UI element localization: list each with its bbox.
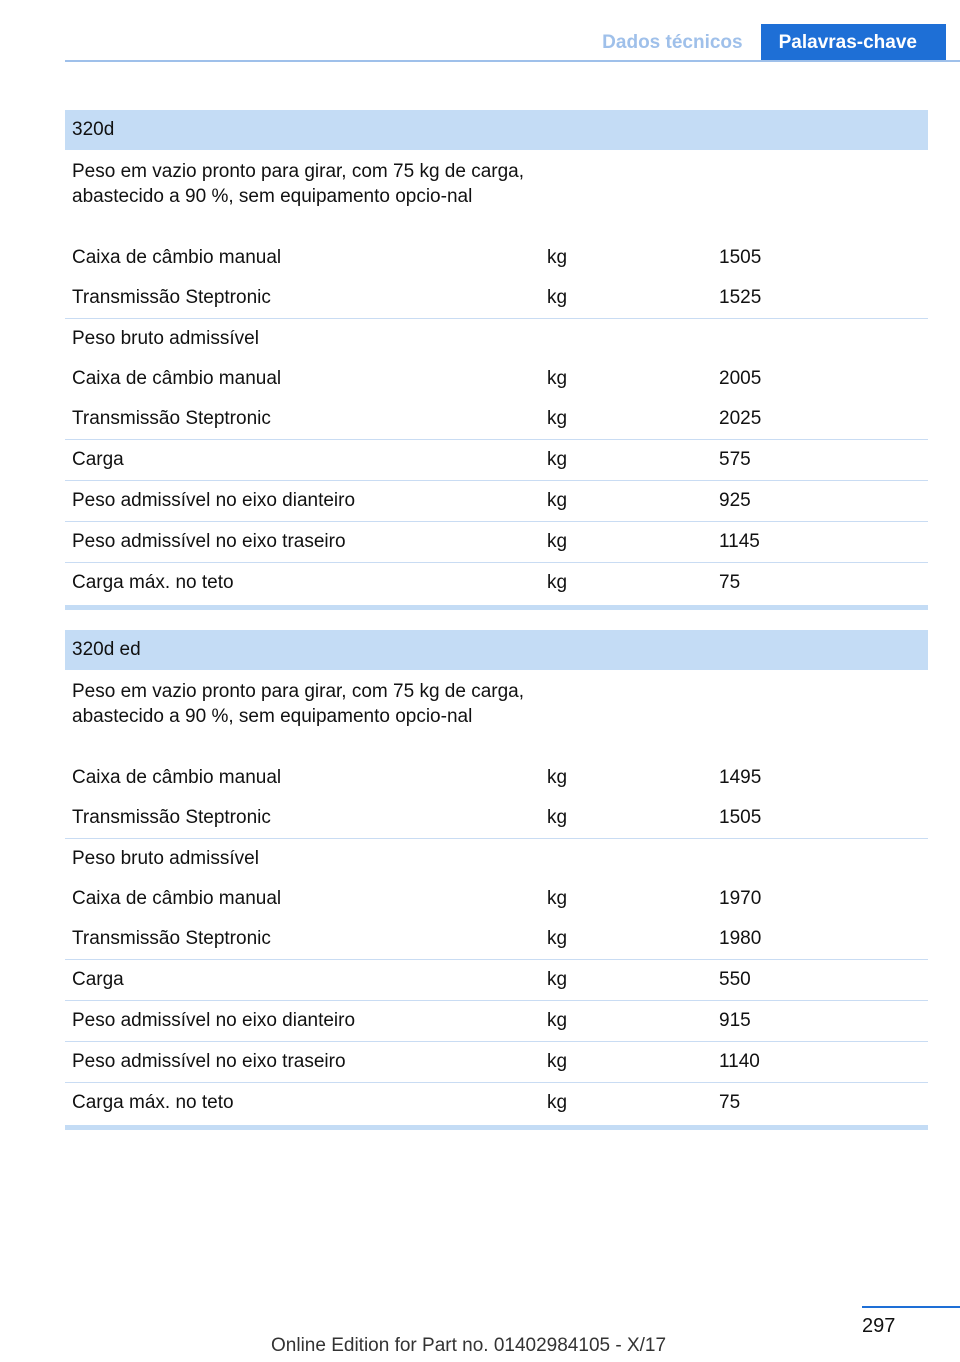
row-value: 1140 — [719, 1051, 760, 1072]
row-unit: kg — [547, 1010, 568, 1031]
row-label: Carga — [72, 449, 124, 470]
row-unit: kg — [547, 531, 568, 552]
row-value: 1145 — [719, 531, 760, 552]
row-label: Caixa de câmbio manual — [72, 767, 282, 788]
table-row — [65, 399, 928, 439]
row-value: 1505 — [719, 247, 762, 268]
row-label: Peso em vazio pronto para girar, com 75 kg de carga, abastecido a 90 %, sem equipamento opcio-nal — [72, 161, 525, 207]
table-row — [65, 278, 928, 318]
row-label: Caixa de câmbio manual — [72, 888, 282, 909]
row-value: 2025 — [719, 408, 762, 429]
row-value: 1970 — [719, 888, 762, 909]
row-unit: kg — [547, 247, 568, 268]
row-unit: kg — [547, 287, 568, 308]
row-label: Transmissão Steptronic — [72, 928, 271, 949]
table-row — [65, 1041, 928, 1082]
table-row — [65, 521, 928, 562]
row-label: Peso admissível no eixo traseiro — [72, 1051, 346, 1072]
table-row-intro — [65, 670, 928, 758]
row-value: 575 — [719, 449, 751, 470]
row-label: Transmissão Steptronic — [72, 287, 271, 308]
table-row — [65, 562, 928, 603]
table-end-rule — [65, 1125, 928, 1130]
row-label: Carga — [72, 969, 124, 990]
footer-divider — [862, 1306, 960, 1308]
table-row — [65, 238, 928, 278]
row-label: Peso bruto admissível — [72, 328, 259, 349]
header-divider — [65, 60, 960, 62]
row-value: 75 — [719, 1092, 741, 1113]
row-label: Carga máx. no teto — [72, 1092, 234, 1113]
table-row — [65, 879, 928, 919]
row-value: 1505 — [719, 807, 762, 828]
row-label: Carga máx. no teto — [72, 572, 234, 593]
table-row — [65, 318, 928, 359]
table-row-intro — [65, 150, 928, 238]
row-label: Transmissão Steptronic — [72, 408, 271, 429]
row-value: 1525 — [719, 287, 762, 308]
row-value: 2005 — [719, 368, 762, 389]
table-row — [65, 838, 928, 879]
row-unit: kg — [547, 490, 568, 511]
row-value: 1495 — [719, 767, 762, 788]
row-label: Peso admissível no eixo traseiro — [72, 531, 346, 552]
table-end-rule — [65, 605, 928, 610]
row-label: Caixa de câmbio manual — [72, 368, 282, 389]
row-unit: kg — [547, 368, 568, 389]
table-row — [65, 758, 928, 798]
row-value: 550 — [719, 969, 751, 990]
row-unit: kg — [547, 928, 568, 949]
row-unit: kg — [547, 1051, 568, 1072]
row-label: Caixa de câmbio manual — [72, 247, 282, 268]
row-label: Peso admissível no eixo dianteiro — [72, 490, 356, 511]
row-unit: kg — [547, 767, 568, 788]
row-unit: kg — [547, 1092, 568, 1113]
table-row — [65, 480, 928, 521]
table-row — [65, 959, 928, 1000]
footer-edition: Online Edition for Part no. 01402984105 - X/17 — [271, 1335, 667, 1356]
header-tabs — [584, 24, 946, 62]
row-unit: kg — [547, 969, 568, 990]
tab-palavras-chave[interactable]: Palavras-chave — [761, 24, 946, 62]
row-label: Peso bruto admissível — [72, 848, 259, 869]
row-unit: kg — [547, 408, 568, 429]
row-label: Transmissão Steptronic — [72, 807, 271, 828]
table-title: 320d — [65, 110, 928, 150]
table-row — [65, 439, 928, 480]
table-row — [65, 919, 928, 959]
page-number: 297 — [862, 1315, 896, 1337]
row-unit: kg — [547, 807, 568, 828]
table-row — [65, 1082, 928, 1123]
table-row — [65, 359, 928, 399]
row-value: 1980 — [719, 928, 762, 949]
spec-table-320d — [65, 110, 928, 610]
table-row — [65, 1000, 928, 1041]
row-value: 925 — [719, 490, 751, 511]
table-title: 320d ed — [65, 630, 928, 670]
row-value: 915 — [719, 1010, 751, 1031]
row-unit: kg — [547, 572, 568, 593]
table-row — [65, 798, 928, 838]
tab-dados-tecnicos[interactable]: Dados técnicos — [584, 24, 760, 62]
spec-table-320d-ed — [65, 630, 928, 1130]
row-value: 75 — [719, 572, 741, 593]
row-unit: kg — [547, 449, 568, 470]
row-label: Peso em vazio pronto para girar, com 75 kg de carga, abastecido a 90 %, sem equipamento opcio-nal — [72, 681, 525, 727]
row-label: Peso admissível no eixo dianteiro — [72, 1010, 356, 1031]
row-unit: kg — [547, 888, 568, 909]
